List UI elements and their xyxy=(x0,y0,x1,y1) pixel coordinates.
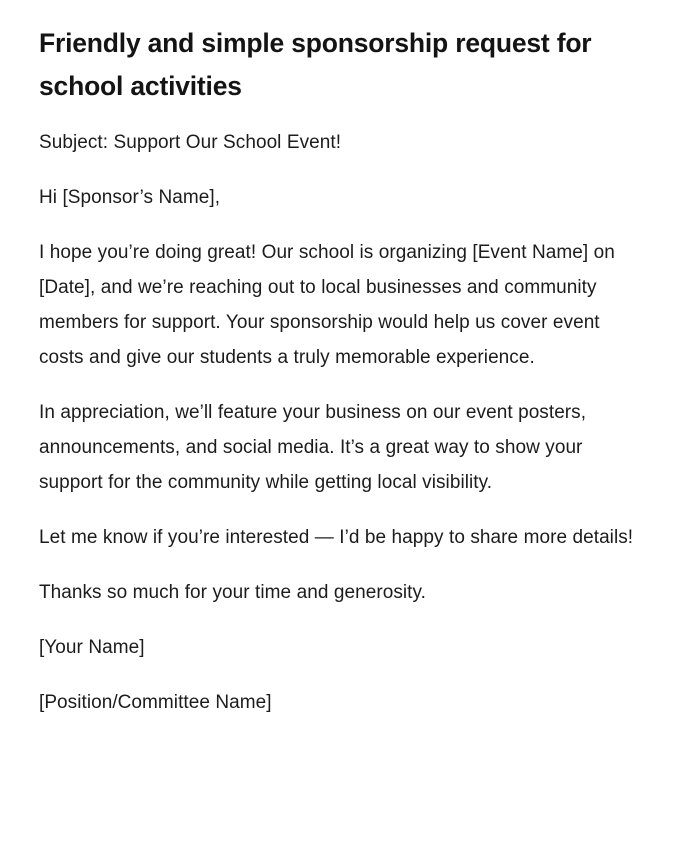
paragraph-thanks: Thanks so much for your time and generosity. xyxy=(39,582,426,603)
paragraph-intro: I hope you’re doing great! Our school is organizing [Event Name] on [Date], and we’re reaching out to local businesses and community members for support. Your sponsorship would help us cover event costs and give our students a truly memorable experience. xyxy=(39,242,615,368)
signature-name: [Your Name] xyxy=(39,637,145,658)
paragraph-subject: Subject: Support Our School Event! xyxy=(39,132,342,153)
paragraph-appreciation: In appreciation, we’ll feature your business on our event posters, announcements, and social media. It’s a great way to show your support for the community while getting local visibility. xyxy=(39,402,587,493)
signature-position: [Position/Committee Name] xyxy=(39,692,272,713)
document-body xyxy=(39,125,660,720)
page-title: Friendly and simple sponsorship request for school activities xyxy=(39,28,592,101)
paragraph-call-to-action: Let me know if you’re interested — I’d be happy to share more details! xyxy=(39,527,634,548)
paragraph-greeting: Hi [Sponsor’s Name], xyxy=(39,187,221,208)
